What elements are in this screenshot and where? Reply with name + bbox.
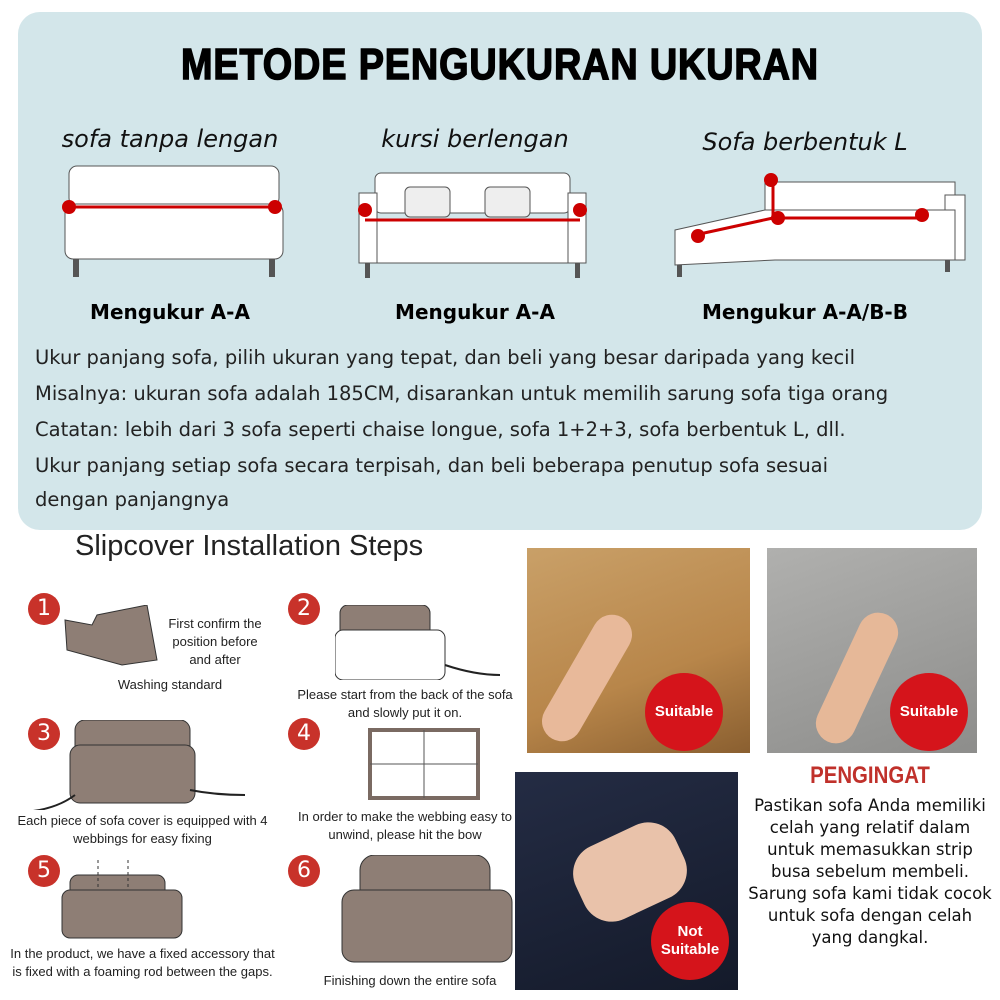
armchair-sofa-diagram [355,165,590,280]
step-1-caption: First confirm the position before and after [168,616,262,667]
step-3-caption: Each piece of sofa cover is equipped with 4 webbings for easy fixing [17,813,268,846]
note-line: Catatan: lebih dari 3 sofa seperti chaise longue, sofa 1+2+3, sofa berbentuk L, dll. [35,418,846,441]
step-1-sofa-icon [62,605,167,675]
step-4-caption: In order to make the webbing easy to unwind, please hit the bow [298,809,512,842]
measure-label-armchair: Mengukur A-A [395,300,555,324]
note-line: Ukur panjang sofa, pilih ukuran yang tepat, dan beli yang besar daripada yang kecil [35,346,855,369]
steps-title: Slipcover Installation Steps [75,530,424,562]
not-suitable-badge: Not Suitable [651,902,729,980]
note-line: Ukur panjang setiap sofa secara terpisah, dan beli beberapa penutup sofa sesuai [35,454,829,477]
suitable-badge: Suitable [890,673,968,751]
step-number: 2 [288,593,320,625]
photo-suitable-1 [527,548,750,753]
photo-suitable-2 [767,548,977,753]
page-title: METODE PENGUKURAN UKURAN [180,40,820,89]
step-number: 3 [28,718,60,750]
photo-not-suitable [515,772,738,990]
type-label-lshape: Sofa berbentuk L [702,128,908,156]
step-number: 5 [28,855,60,887]
reminder-body: Pastikan sofa Anda memiliki celah yang relatif dalam untuk memasukkan strip busa sebelum membeli. Sarung sofa kami tidak cocok untuk sofa dengan celah yang dangkal. [748,796,992,947]
type-label-armchair: kursi berlengan [381,125,569,153]
hand-image [535,607,640,748]
measure-label-lshape: Mengukur A-A/B-B [702,300,908,324]
step-5-sofa-icon [60,855,185,940]
step-5-caption: In the product, we have a fixed accessory that is fixed with a foaming rod between the gaps. [10,946,275,979]
type-label-armless: sofa tanpa lengan [61,125,279,153]
step-6-caption: Finishing down the entire sofa [323,973,497,988]
step-6-sofa-icon [340,855,515,965]
note-line: Misalnya: ukuran sofa adalah 185CM, disarankan untuk memilih sarung sofa tiga orang [35,382,889,405]
step-2-caption: Please start from the back of the sofa and slowly put it on. [297,687,513,720]
step-2-sofa-icon [335,605,505,680]
note-line: dengan panjangnya [35,488,230,511]
reminder-title: PENGINGAT [810,762,930,789]
step-4-webbing-icon [368,728,480,800]
step-number: 1 [28,593,60,625]
step-3-sofa-icon [15,720,245,810]
measure-label-armless: Mengukur A-A [90,300,250,324]
hand-image [809,606,904,750]
suitable-badge: Suitable [645,673,723,751]
step-number: 6 [288,855,320,887]
lshape-sofa-diagram [665,170,970,280]
step-1-subcaption: Washing standard [117,677,223,692]
armless-sofa-diagram [55,160,295,285]
step-number: 4 [288,718,320,750]
